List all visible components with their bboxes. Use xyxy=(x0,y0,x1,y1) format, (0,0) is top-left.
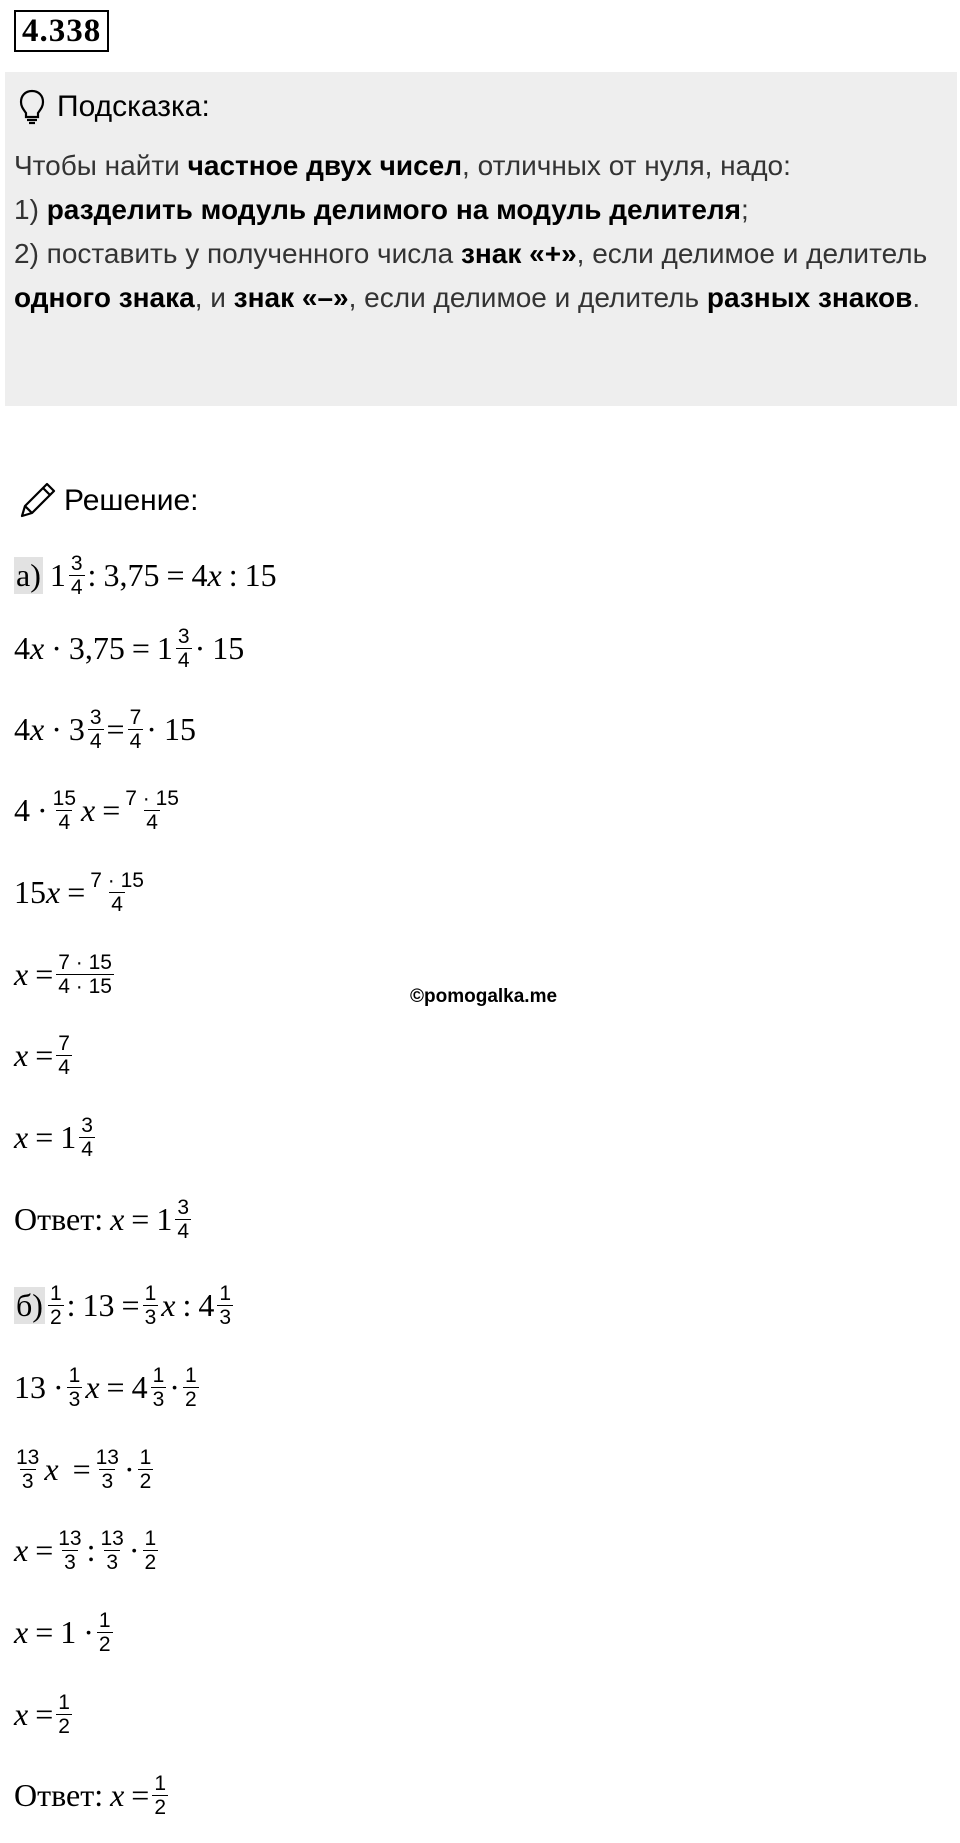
hint-bold-run: знак «+» xyxy=(460,238,577,269)
fraction: $\frac{13}{3}$ xyxy=(95,1445,119,1493)
hint-text-run: 1) xyxy=(14,194,47,225)
eq-a-5 xyxy=(14,862,149,922)
solution-heading xyxy=(16,476,198,526)
math-text: = xyxy=(166,556,185,593)
math-var: x xyxy=(81,791,96,828)
math-text: 1 xyxy=(60,1118,77,1155)
math-text: = xyxy=(72,1450,91,1487)
fraction: $\frac{13}{3}$ xyxy=(100,1526,124,1574)
math-text: : xyxy=(86,1531,96,1568)
eq-b-4 xyxy=(14,1520,161,1580)
hint-bold-run: одного знака xyxy=(14,282,195,313)
math-text: = xyxy=(67,873,86,910)
math-var: x xyxy=(44,1450,59,1487)
math-text: · xyxy=(123,1450,135,1487)
math-var: x xyxy=(14,1695,29,1732)
fraction: $\frac{1}{2}$ xyxy=(184,1363,197,1411)
hint-text-run: , отличных от нуля, надо: xyxy=(462,150,791,181)
part-a-label: а) xyxy=(16,556,41,593)
fraction: $\frac{1}{3}$ xyxy=(68,1363,81,1411)
eq-b-5 xyxy=(14,1602,116,1662)
eq-a-6 xyxy=(14,944,117,1004)
math-var: x xyxy=(14,1613,29,1650)
fraction: $\frac{7 \cdot 15}{4}$ xyxy=(90,868,144,916)
hint-text xyxy=(14,144,950,320)
hint-bold-run: знак «–» xyxy=(233,282,349,313)
fraction: $\frac{1}{2}$ xyxy=(58,1690,70,1738)
fraction: $\frac{1}{2}$ xyxy=(98,1608,111,1656)
math-text: 1 xyxy=(156,629,173,666)
math-text: = xyxy=(35,1695,54,1732)
fraction: $\frac{7}{4}$ xyxy=(129,705,142,753)
eq-a-7 xyxy=(14,1025,75,1085)
math-text: 3,75 xyxy=(68,629,125,666)
hint-line-3 xyxy=(14,232,950,320)
math-text: 13 xyxy=(82,1286,115,1323)
math-text: : xyxy=(182,1286,192,1323)
math-text: · xyxy=(169,1368,180,1405)
math-text: · xyxy=(146,710,157,747)
fraction: $\frac{1}{3}$ xyxy=(219,1281,232,1329)
math-text: · xyxy=(83,1613,94,1650)
math-text: = xyxy=(35,955,54,992)
math-text: = xyxy=(35,1531,54,1568)
fraction: $\frac{3}{4}$ xyxy=(70,551,83,599)
eq-a-1 xyxy=(14,545,277,605)
math-text: = xyxy=(121,1286,140,1323)
math-text: 15 xyxy=(244,556,277,593)
math-text: 4 xyxy=(191,556,208,593)
eq-a-4 xyxy=(14,780,184,840)
hint-text-run: Чтобы найти xyxy=(14,150,188,181)
math-text: = xyxy=(131,1200,150,1237)
math-var: x xyxy=(207,556,222,593)
fraction: $\frac{13}{3}$ xyxy=(58,1526,82,1574)
answer-label: Ответ: xyxy=(14,1776,104,1813)
fraction: $\frac{1}{2}$ xyxy=(139,1445,152,1493)
math-text: 4 xyxy=(198,1286,215,1323)
fraction: $\frac{3}{4}$ xyxy=(81,1113,93,1161)
math-text: 1 xyxy=(49,556,66,593)
math-text: · xyxy=(194,629,206,666)
fraction: $\frac{3}{4}$ xyxy=(89,705,102,753)
fraction: $\frac{3}{4}$ xyxy=(177,1195,190,1243)
answer-b xyxy=(14,1765,171,1825)
fraction: $\frac{1}{2}$ xyxy=(154,1771,167,1819)
hint-bold-run: разделить модуль делимого на модуль делителя xyxy=(46,194,742,225)
math-text: · xyxy=(37,791,48,828)
math-var: x xyxy=(30,629,45,666)
solution-title: Решение: xyxy=(64,484,199,517)
math-text: = xyxy=(102,791,121,828)
fraction: $\frac{7 \cdot 15}{4 \cdot 15}$ xyxy=(58,950,112,998)
hint-text-run: 2) поставить у полученного числа xyxy=(14,238,461,269)
math-text: 15 xyxy=(163,710,196,747)
math-text: · xyxy=(53,1368,64,1405)
hint-title: Подсказка: xyxy=(57,90,210,123)
math-text: 4 xyxy=(131,1368,148,1405)
task-number: 4.338 xyxy=(14,10,109,52)
math-text: = xyxy=(35,1036,54,1073)
math-text: 4 xyxy=(14,629,30,666)
hint-box xyxy=(5,72,957,406)
eq-a-2 xyxy=(14,618,244,678)
hint-line-2 xyxy=(14,188,950,232)
fraction: $\frac{1}{2}$ xyxy=(49,1281,62,1329)
eq-a-8 xyxy=(14,1107,98,1167)
hint-text-run: , если делимое и делитель xyxy=(348,282,707,313)
fraction: $\frac{7}{4}$ xyxy=(58,1031,70,1079)
hint-bold-run: частное двух чисел xyxy=(187,150,463,181)
fraction: $\frac{15}{4}$ xyxy=(52,786,77,834)
answer-a xyxy=(14,1189,194,1249)
lightbulb-icon xyxy=(19,89,45,125)
math-text: = xyxy=(35,1118,54,1155)
math-text: = xyxy=(106,710,125,747)
math-var: x xyxy=(46,873,61,910)
math-text: = xyxy=(131,1776,150,1813)
math-text: 3,75 xyxy=(103,556,160,593)
eq-a-3 xyxy=(14,699,196,759)
fraction: $\frac{13}{3}$ xyxy=(16,1445,40,1493)
answer-label: Ответ: xyxy=(14,1200,104,1237)
math-text: : xyxy=(87,556,97,593)
math-text: 15 xyxy=(212,629,245,666)
hint-line-1 xyxy=(14,144,950,188)
math-text: = xyxy=(131,629,150,666)
math-var: x xyxy=(30,710,45,747)
fraction: $\frac{3}{4}$ xyxy=(177,624,190,672)
math-text: 15 xyxy=(14,873,46,910)
fraction: $\frac{1}{2}$ xyxy=(144,1526,157,1574)
watermark: ©pomogalka.me xyxy=(410,986,558,1007)
math-text: · xyxy=(128,1531,140,1568)
math-text: 1 xyxy=(156,1200,173,1237)
math-var: x xyxy=(161,1286,176,1323)
hint-text-run: . xyxy=(912,282,921,313)
math-text: : xyxy=(228,556,238,593)
math-var: x xyxy=(14,1118,29,1155)
part-b-label: б) xyxy=(16,1286,43,1323)
fraction: $\frac{1}{3}$ xyxy=(144,1281,157,1329)
math-text: 4 xyxy=(14,710,30,747)
math-text: = xyxy=(106,1368,125,1405)
hint-bold-run: разных знаков xyxy=(706,282,913,313)
hint-text-run: , и xyxy=(194,282,234,313)
hint-text-run: , если делимое и делитель xyxy=(576,238,928,269)
math-text: 3 xyxy=(68,710,85,747)
eq-b-1 xyxy=(14,1275,236,1335)
eq-b-3 xyxy=(14,1439,156,1499)
math-text: : xyxy=(66,1286,76,1323)
math-var: x xyxy=(14,1036,29,1073)
fraction: $\frac{7 \cdot 15}{4}$ xyxy=(125,786,179,834)
math-text: 4 xyxy=(14,791,30,828)
hint-text-run: ; xyxy=(741,194,749,225)
eq-b-6 xyxy=(14,1684,75,1744)
math-var: x xyxy=(85,1368,100,1405)
eq-b-2 xyxy=(14,1357,202,1417)
math-text: · xyxy=(51,629,62,666)
math-var: x xyxy=(110,1776,125,1813)
math-var: x xyxy=(14,1531,29,1568)
fraction: $\frac{1}{3}$ xyxy=(152,1363,165,1411)
math-var: x xyxy=(14,955,29,992)
math-text: · xyxy=(51,710,62,747)
math-text: 13 xyxy=(14,1368,46,1405)
math-text: = xyxy=(35,1613,54,1650)
hint-heading xyxy=(19,82,210,132)
math-text: 1 xyxy=(60,1613,77,1650)
math-var: x xyxy=(110,1200,125,1237)
pencil-icon xyxy=(16,480,58,522)
